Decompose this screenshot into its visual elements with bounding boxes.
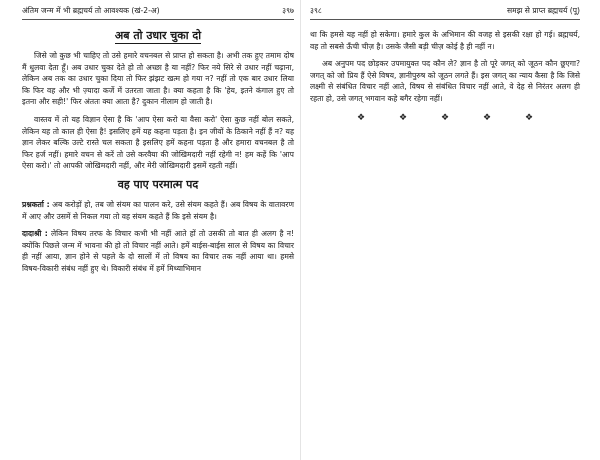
diamond-ornament-icon: ❖ [482, 112, 492, 123]
diamond-ornament-icon: ❖ [356, 112, 366, 123]
diamond-ornament-icon: ❖ [398, 112, 408, 123]
right-paragraph-2: अब अनुपम पद छोड़कर उपमायुक्त पद कौन ले? ज्ञान है तो पूरे जगत् को जूठन कौन छूएगा? जगत् को जो प्रिय हैं ऐसे विषय, ज्ञानीपुरुष को जूठन लगते हैं। इस जगत् का न्याय कैसा है कि जिसे लक्ष्मी से संबंधित विचार नहीं आते, विषय से संबंधित विचार नहीं आते, वे देह से निरंतर अलग ही रहता हो, उसे जगत् भगवान कहे बगैर रहेगा नहीं। [310, 59, 580, 103]
diamond-ornament-icon: ❖ [524, 112, 534, 123]
right-header-title: समझ से प्राप्त ब्रह्मचर्य (पू) [506, 6, 580, 15]
dialogue-answer [22, 228, 294, 274]
left-header-title: अंतिम जन्म में भी ब्रह्मचर्य तो आवश्यक (खं-2-अ) [22, 6, 160, 15]
section-heading-udhaar: अब तो उधार चुका दो [114, 29, 202, 42]
dialogue-text: लेकिन विषय तरफ के विचार कभी भी नहीं आते हों तो उसकी तो बात ही अलग है न! क्योंकि पिछले जन्म में भावना की हो तो विचार नहीं आते। हमें बाईस-बाईस साल से विषय का विचार ही नहीं आया, ज्ञान होने से पहले के दो सालों में तो विषय का विचार तक नहीं आया था। हमसे विषय-विकारी संबंध नहीं हुए थे। विकारी संबंध में हमें मिथ्याभिमान [22, 229, 294, 273]
dialogue-question [22, 199, 294, 222]
section-end-ornament [310, 111, 580, 123]
left-paragraph-1: जिसे जो कुछ भी चाहिए तो उसे हमारे वचनबल से प्राप्त हो सकता है। अभी तक हुए तमाम दोष मैं धुलवा देता हूँ। अब उधार चुका देते हो तो अच्छा है या नहीं? फिर नये सिरे से उधार नहीं चढ़ाना, लेकिन अब तक का उधार चुका दिया तो फिर झंझट खत्म हो गया न? नहीं तो एक बार उधार लिया कि फिर वह और भी ज़्यादा कर्जे में उतरता जाता है। क्या कहता है कि 'हेय, इतने कंगाल हुए तो इतना और सही!' फिर अंततः क्या आता है? दुकान नीलाम हो जाती है। [22, 51, 294, 107]
diamond-ornament-icon: ❖ [440, 112, 450, 123]
dialogue-text: अब करोड़ों हो, तब जो संयम का पालन करे, उसे संयम कहते हैं। अब विषय के वातावरण में आए और उसमें से निकल गया तो वह संयम कहते हैं कि इसे संयम है। [22, 199, 294, 221]
speaker-label: प्रश्नकर्ता : [22, 199, 50, 209]
left-running-header [22, 6, 294, 20]
right-page-number: ३९८ [310, 6, 322, 15]
right-paragraph-1: था कि हमसे यह नहीं हो सकेगा। हमारे कुल के अभिमान की वजह से इसकी रक्षा हो गई। ब्रह्मचर्य, वह तो सबसे ऊँची चीज़ है। उसके जैसी बड़ी चीज़ कोई है ही नहीं न। [310, 30, 580, 51]
right-page [300, 0, 600, 460]
left-paragraph-2: वास्तव में तो यह विज्ञान ऐसा है कि 'आप ऐसा करो या वैसा करो' ऐसा कुछ नहीं बोल सकते, लेकिन यह तो काल ही ऐसा है! इसलिए हमें यह कहना पड़ता है। इन जीवों के ठिकाने नहीं हैं न? यह ज्ञान लेकर बल्कि उल्टे रास्ते चल सकता है इसलिए हमें कहना पड़ता है और हमारा वचनबल है तो फिर हर्ज नहीं। हमारे वचन से करें तो उसे करवैया की जोखिमदारी नहीं रहेगी न! हम कहें कि 'आप ऐसा करो।' तो आपकी जोखिमदारी नहीं, और मेरी जोखिमदारी इसमें रहती नहीं। [22, 114, 294, 171]
section-heading-paramatma-pad: वह पाए परमात्म पद [117, 177, 199, 191]
speaker-label: दादाश्री : [22, 229, 48, 239]
left-page-number: ३९७ [282, 6, 294, 15]
right-running-header [310, 6, 580, 20]
